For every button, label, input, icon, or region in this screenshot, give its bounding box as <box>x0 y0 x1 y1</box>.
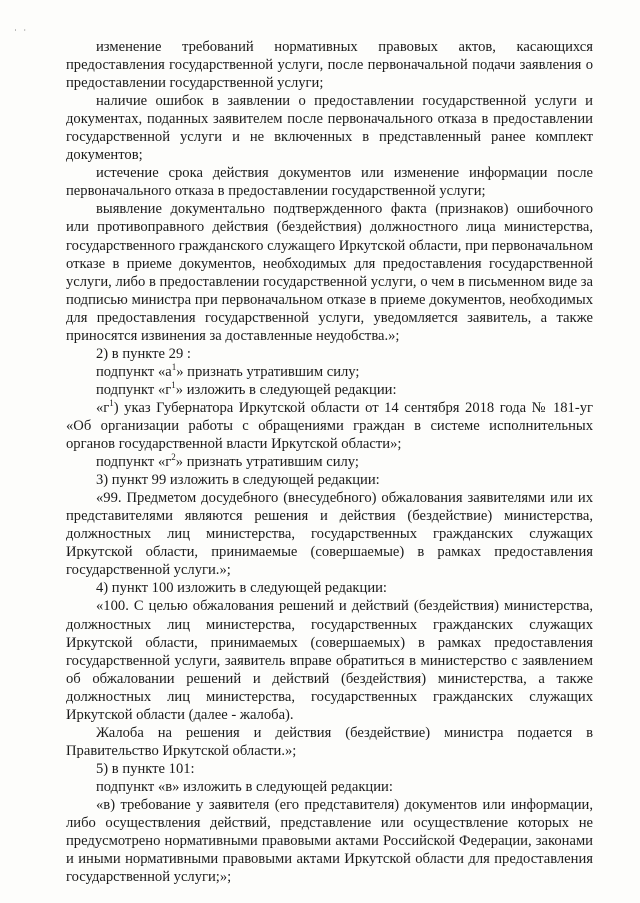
superscript: 1 <box>171 380 176 391</box>
paragraph: «100. С целью обжалования решений и действий (бездействия) министерства, должностных лиц министерства, государственных гражданских служащих Иркутской области, принимаемых (совершаемых) в рамках предоставления государственной услуги, заявитель вправе обратиться в министерство с заявлением об обжаловании решений и действий (бездействия) министерства, а также должностных лиц министерства, государственных гражданских служащих Иркутской области (далее - жалоба). <box>66 598 593 723</box>
superscript: 2 <box>171 452 176 463</box>
paragraph: 4) пункт 100 изложить в следующей редакции: <box>96 580 387 597</box>
paragraph: Жалоба на решения и действия (бездействие) министра подается в Правительство Иркутской области.»; <box>66 724 593 759</box>
paragraph <box>66 381 593 399</box>
document-body <box>66 38 593 886</box>
paragraph: 3) пункт 99 изложить в следующей редакции: <box>96 472 380 489</box>
paragraph-text: » признать утратившим силу; <box>176 363 360 380</box>
paragraph: «в) требование у заявителя (его представителя) документов или информации, либо осуществления действий, представление или осуществление которых не предусмотрено нормативными правовыми актами Российской Федерации, законами и иными нормативными правовыми актами Иркутской области для предоставления государственной услуги;»; <box>66 796 593 886</box>
paragraph: изменение требований нормативных правовых актов, касающихся предоставления государственной услуги, после первоначальной подачи заявления о предоставлении государственной услуги; <box>66 39 593 92</box>
paragraph-text: » признать утратившим силу; <box>175 454 359 471</box>
paragraph-text: «г <box>96 399 110 416</box>
paragraph: выявление документально подтвержденного факта (признаков) ошибочного или противоправного действия (бездействия) должностного лица министерства, государственного гражданского служащего Иркутской области, при первоначальном отказе в приеме документов, необходимых для предоставления государственной услуги, либо в предоставлении государственной услуги, о чем в письменном виде за подписью министра при первоначальном отказе в приеме документов, необходимых для предоставления государственной услуги, уведомляется заявитель, а также приносятся извинения за доставленные неудобства.»; <box>66 201 593 344</box>
superscript: 1 <box>171 361 177 372</box>
paragraph: наличие ошибок в заявлении о предоставлении государственной услуги и документах, поданных заявителем после первоначального отказа в предоставлении государственной услуги и не включенных в представленный ранее комплект документов; <box>66 93 593 164</box>
paragraph <box>66 363 593 381</box>
paragraph: 2) в пункте 29 : <box>96 345 191 362</box>
paragraph-text: » изложить в следующей редакции: <box>175 381 397 398</box>
paragraph-text: ) указ Губернатора Иркутской области от 14 сентября 2018 года № 181-уг «Об организации работы с обращениями граждан в системе исполнительных органов государственной власти Иркутской области»; <box>66 399 593 453</box>
paragraph: 5) в пункте 101: <box>96 760 195 777</box>
paragraph <box>66 399 593 453</box>
scan-speck: ˙ ˙ <box>14 28 29 38</box>
paragraph: истечение срока действия документов или изменение информации после первоначального отказа в предоставлении государственной услуги; <box>66 165 593 200</box>
paragraph: подпункт «в» изложить в следующей редакции: <box>96 778 393 795</box>
paragraph-text: подпункт «г <box>96 381 172 398</box>
superscript: 1 <box>109 398 114 409</box>
paragraph-text: подпункт «а <box>96 363 172 380</box>
paragraph: «99. Предметом досудебного (внесудебного) обжалования заявителями или их представителями являются решения и действия (бездействие) министерства, должностных лиц министерства, государственных гражданских служащих Иркутской области, принимаемые (совершаемые) в рамках предоставления государственной услуги.»; <box>66 490 593 579</box>
paragraph <box>66 453 593 471</box>
paragraph-text: подпункт «г <box>96 454 172 471</box>
